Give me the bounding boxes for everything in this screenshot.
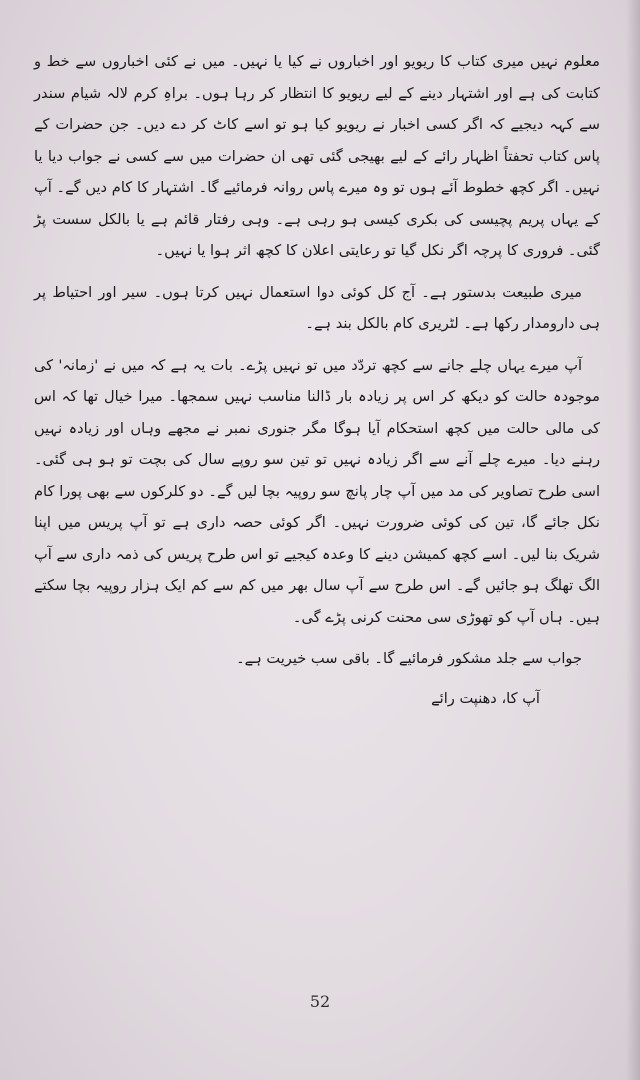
paragraph-savings: آپ میرے یہاں چلے جانے سے کچھ تردّد میں تو نہیں پڑے۔ بات یہ ہے کہ میں نے 'زمانہ' کی موجودہ حالت کو دیکھ کر اس پر زیادہ بار ڈالنا مناسب نہیں سمجھا۔ میرا خیال تھا کہ اس کی مالی حالت میں کچھ استحکام آیا ہوگا مگر جنوری نمبر نے مجھے وہاں اور زیادہ نہیں رہنے دیا۔ میرے چلے آنے سے اگر زیادہ نہیں تو تین سو روپے سال کی بچت تو ہو ہی گئی۔ اسی طرح تصاویر کی مد میں آپ چار پانچ سو روپیہ بچا لیں گے۔ دو کلرکوں سے بھی پورا کام نکل جائے گا، تین کی کوئی ضرورت نہیں۔ اگر کوئی حصہ داری ہے تو آپ پریس میں اپنا شریک بنا لیں۔ اسے کچھ کمیشن دینے کا وعدہ کیجیے تو اس طرح پریس کی ذمہ داری سے آپ الگ تھلگ ہو جائیں گے۔ اس طرح سے آپ سال بھر میں کم سے کم ایک ہزار روپیہ بچا سکتے ہیں۔ ہاں آپ کو تھوڑی سی محنت کرنی پڑے گی۔ [34, 356, 600, 626]
paragraph-reviews: معلوم نہیں میری کتاب کا ریویو اور اخباروں نے کیا یا نہیں۔ میں نے کئی اخباروں سے خط و کتابت کی ہے اور اشتہار دینے کے لیے ریویو کا انتظار کر رہا ہوں۔ براہِ کرم لالہ شیام سندر سے کہہ دیجیے کہ اگر کسی اخبار نے ریویو کیا ہو تو اسے کاٹ کر دے دیں۔ جن حضرات کے پاس کتاب تحفتاً اظہار رائے کے لیے بھیجی گئی تھی ان حضرات میں سے کسی نے جواب دیا یا نہیں۔ اگر کچھ خطوط آئے ہوں تو وہ میرے پاس روانہ فرمائیے گا۔ اشتہار کا کام دیں گے۔ آپ کے یہاں پریم پچیسی کی بکری کیسی ہو رہی ہے۔ وہی رفتار قائم ہے یا بالکل سست پڑ گئی۔ فروری کا پرچہ اگر نکل گیا تو رعایتی اعلان کا کچھ اثر ہوا یا نہیں۔ [34, 53, 600, 259]
paragraph-health: میری طبیعت بدستور ہے۔ آج کل کوئی دوا استعمال نہیں کرتا ہوں۔ سیر اور احتیاط پر ہی دارومدار رکھا ہے۔ لٹریری کام بالکل بند ہے۔ [34, 283, 600, 332]
page-edge-shadow [626, 0, 640, 1080]
paragraph-closing: جواب سے جلد مشکور فرمائیے گا۔ باقی سب خیریت ہے۔ [236, 650, 582, 667]
letter-text [34, 46, 600, 714]
page-number: 52 [309, 992, 331, 1011]
signature: آپ کا، دھنپت رائے [431, 689, 540, 707]
